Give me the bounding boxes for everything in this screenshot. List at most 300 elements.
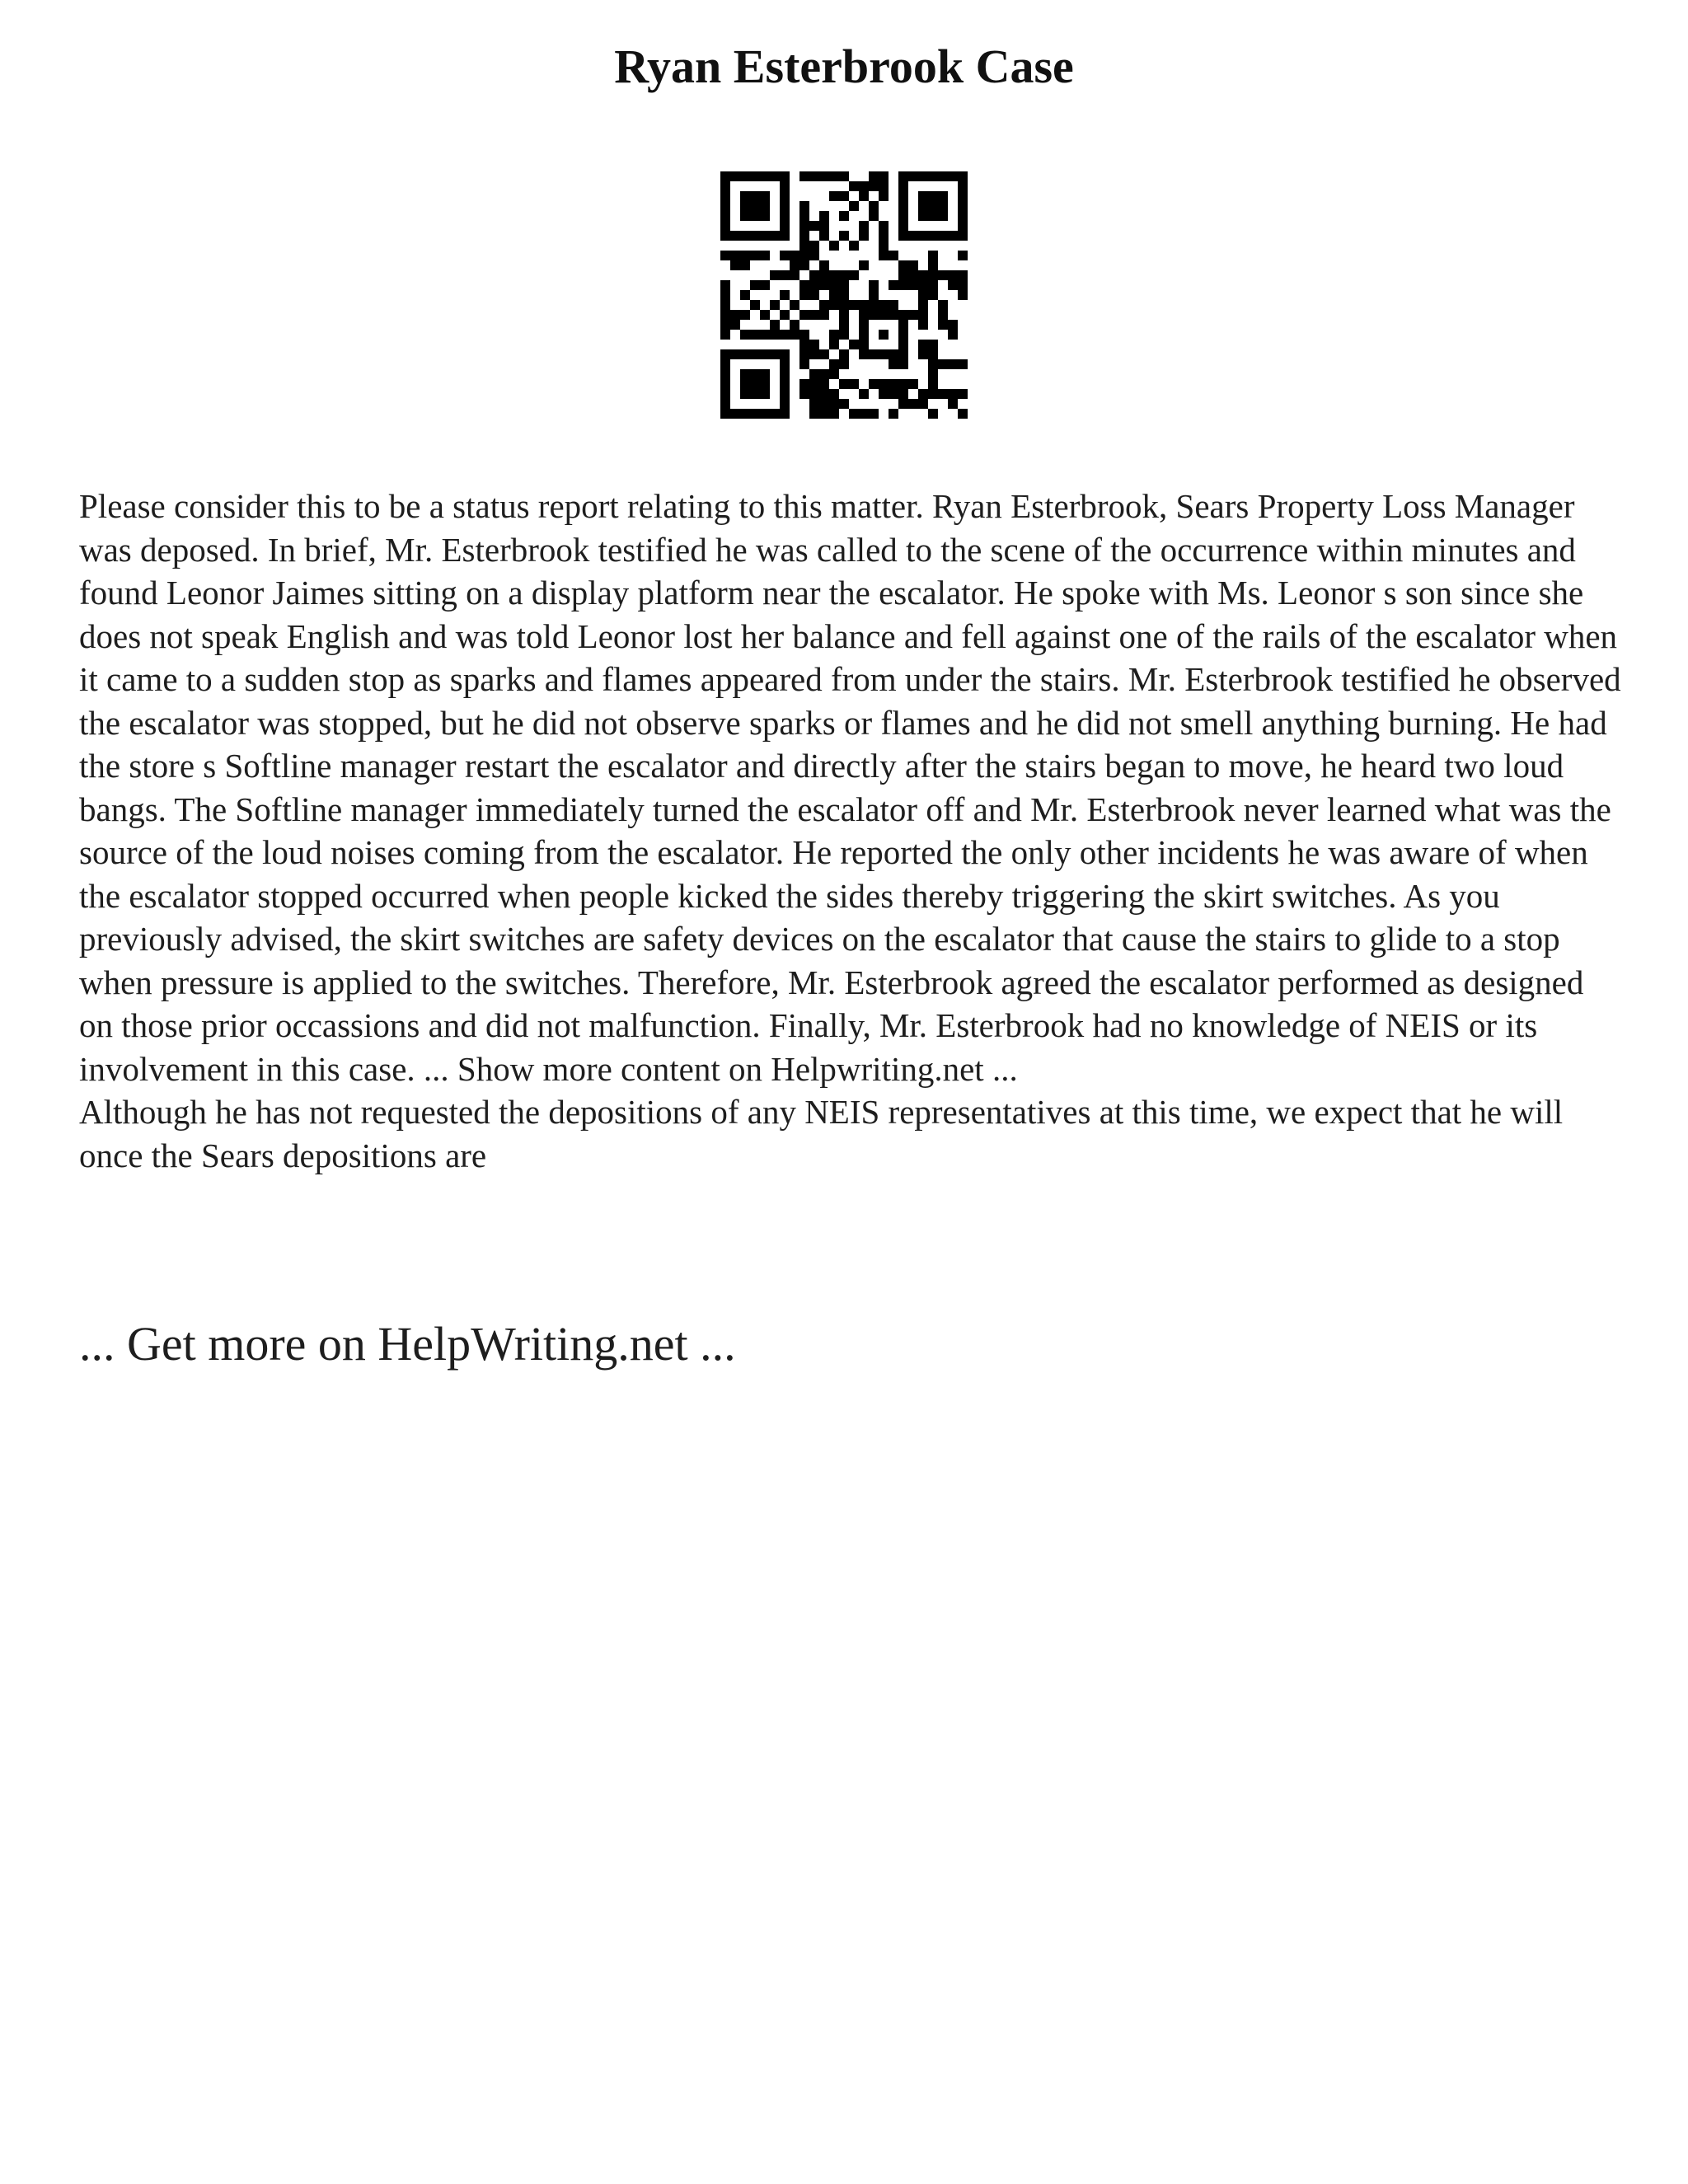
qr-module xyxy=(760,211,770,221)
qr-module xyxy=(740,330,750,340)
qr-module xyxy=(790,300,799,310)
qr-module xyxy=(928,280,938,290)
qr-module xyxy=(750,409,760,419)
qr-module xyxy=(948,330,958,340)
qr-module xyxy=(829,300,839,310)
qr-module xyxy=(918,389,928,399)
qr-module xyxy=(799,349,809,359)
qr-module xyxy=(740,349,750,359)
qr-module xyxy=(760,171,770,181)
qr-module xyxy=(780,191,790,201)
qr-module xyxy=(750,300,760,310)
qr-module xyxy=(740,389,750,399)
qr-module xyxy=(770,320,780,330)
qr-module xyxy=(809,270,819,280)
qr-module xyxy=(760,369,770,379)
qr-module xyxy=(908,399,918,409)
qr-module xyxy=(819,270,829,280)
qr-module xyxy=(879,241,889,251)
qr-module xyxy=(898,221,908,231)
qr-module xyxy=(879,171,889,181)
qr-module xyxy=(799,389,809,399)
qr-module xyxy=(720,201,730,211)
qr-module xyxy=(799,260,809,270)
qr-module xyxy=(928,349,938,359)
qr-module xyxy=(869,171,879,181)
qr-module xyxy=(928,359,938,369)
qr-module xyxy=(958,221,968,231)
qr-module xyxy=(829,340,839,349)
qr-module xyxy=(859,260,869,270)
qr-module xyxy=(879,330,889,340)
qr-module xyxy=(889,251,898,260)
qr-module xyxy=(898,389,908,399)
qr-module xyxy=(829,191,839,201)
qr-module xyxy=(958,201,968,211)
qr-module xyxy=(750,330,760,340)
qr-module xyxy=(958,389,968,399)
qr-module xyxy=(839,379,849,389)
qr-module xyxy=(790,330,799,340)
qr-module xyxy=(809,399,819,409)
qr-module xyxy=(740,191,750,201)
qr-module xyxy=(928,290,938,300)
qr-module xyxy=(948,399,958,409)
qr-module xyxy=(898,379,908,389)
qr-module xyxy=(889,300,898,310)
body-paragraph: Although he has not requested the depositions of any NEIS representatives at this time, we expect that he will once the Sears depositions are xyxy=(79,1093,1564,1174)
qr-module xyxy=(938,389,948,399)
qr-module xyxy=(829,241,839,251)
qr-module xyxy=(799,231,809,241)
qr-module xyxy=(760,389,770,399)
qr-module xyxy=(928,251,938,260)
qr-module xyxy=(720,330,730,340)
qr-module xyxy=(770,231,780,241)
qr-module xyxy=(819,231,829,241)
qr-module xyxy=(839,270,849,280)
qr-module xyxy=(799,211,809,221)
qr-module xyxy=(829,409,839,419)
qr-module xyxy=(918,231,928,241)
qr-module xyxy=(760,330,770,340)
qr-module xyxy=(869,290,879,300)
qr-module xyxy=(780,409,790,419)
qr-module xyxy=(780,211,790,221)
qr-code-icon xyxy=(720,171,968,419)
get-more-link[interactable]: ... Get more on HelpWriting.net ... xyxy=(79,1317,736,1371)
qr-module xyxy=(958,231,968,241)
qr-module xyxy=(908,260,918,270)
qr-module xyxy=(740,171,750,181)
qr-module xyxy=(760,251,770,260)
qr-module xyxy=(799,201,809,211)
qr-module xyxy=(720,399,730,409)
qr-module xyxy=(879,221,889,231)
qr-module xyxy=(918,191,928,201)
qr-module xyxy=(720,191,730,201)
qr-module xyxy=(859,310,869,320)
qr-module xyxy=(938,191,948,201)
qr-module xyxy=(938,320,948,330)
qr-module xyxy=(928,231,938,241)
qr-module xyxy=(859,191,869,201)
qr-module xyxy=(730,260,740,270)
qr-module xyxy=(829,369,839,379)
qr-module xyxy=(740,201,750,211)
qr-module xyxy=(958,191,968,201)
qr-module xyxy=(819,310,829,320)
qr-module xyxy=(889,349,898,359)
qr-module xyxy=(750,211,760,221)
qr-module xyxy=(780,221,790,231)
qr-module xyxy=(958,290,968,300)
qr-module xyxy=(799,379,809,389)
qr-module xyxy=(938,201,948,211)
qr-module xyxy=(948,171,958,181)
qr-module xyxy=(730,171,740,181)
qr-module xyxy=(770,300,780,310)
qr-module xyxy=(869,379,879,389)
qr-module xyxy=(799,280,809,290)
qr-module xyxy=(869,181,879,191)
qr-module xyxy=(918,270,928,280)
qr-module xyxy=(819,211,829,221)
qr-module xyxy=(898,181,908,191)
qr-module xyxy=(730,320,740,330)
qr-module xyxy=(730,251,740,260)
qr-module xyxy=(859,231,869,241)
qr-module xyxy=(829,389,839,399)
qr-module xyxy=(740,251,750,260)
qr-module xyxy=(839,290,849,300)
qr-module xyxy=(869,300,879,310)
qr-module xyxy=(770,330,780,340)
qr-module xyxy=(780,310,790,320)
qr-module xyxy=(849,379,859,389)
qr-module xyxy=(780,201,790,211)
qr-module xyxy=(760,379,770,389)
qr-module xyxy=(918,280,928,290)
qr-module xyxy=(849,270,859,280)
qr-module xyxy=(938,231,948,241)
qr-module xyxy=(918,290,928,300)
qr-module xyxy=(859,181,869,191)
qr-module xyxy=(889,280,898,290)
qr-module xyxy=(938,300,948,310)
qr-module xyxy=(938,359,948,369)
body-paragraph: Please consider this to be a status report relating to this matter. Ryan Esterbrook, Sears Property Loss Manager was deposed. In brief, Mr. Esterbrook testified he was called to the scene of the occurrence within minutes and found Leonor Jaimes sitting on a display platform near the escalator. He spoke with Ms. Leonor s son since she does not speak English and was told Leonor lost her balance and fell against one of the rails of the escalator when it came to a sudden stop as sparks and flames appeared from under the stairs. Mr. Esterbrook testified he observed the escalator was stopped, but he did not observe sparks or flames and he did not smell anything burning. He had the store s Softline manager restart the escalator and directly after the stairs began to move, he heard two loud bangs. The Softline manager immediately turned the escalator off and Mr. Esterbrook never learned what was the source of the loud noises coming from the escalator. He reported the only other incidents he was aware of when the escalator stopped occurred when people kicked the sides thereby triggering the skirt switches. As you previously advised, the skirt switches are safety devices on the escalator that cause the stairs to glide to a stop when pressure is applied to the switches. Therefore, Mr. Esterbrook agreed the escalator performed as designed on those prior occassions and did not malfunction. Finally, Mr. Esterbrook had no knowledge of NEIS or its involvement in this case. ... Show more content on Helpwriting.net ... xyxy=(79,487,1621,1088)
qr-module xyxy=(790,251,799,260)
qr-module xyxy=(839,300,849,310)
qr-module xyxy=(958,270,968,280)
qr-module xyxy=(740,211,750,221)
qr-module xyxy=(720,231,730,241)
qr-module xyxy=(898,349,908,359)
qr-module xyxy=(918,300,928,310)
qr-module xyxy=(740,310,750,320)
qr-module xyxy=(740,379,750,389)
qr-module xyxy=(928,171,938,181)
qr-module xyxy=(889,310,898,320)
qr-module xyxy=(819,280,829,290)
qr-module xyxy=(819,221,829,231)
qr-module xyxy=(839,310,849,320)
qr-module xyxy=(839,231,849,241)
qr-module xyxy=(809,349,819,359)
qr-module xyxy=(829,270,839,280)
qr-module xyxy=(809,310,819,320)
qr-module xyxy=(750,191,760,201)
qr-module xyxy=(770,171,780,181)
qr-module xyxy=(829,330,839,340)
qr-module xyxy=(898,280,908,290)
qr-module xyxy=(898,340,908,349)
qr-module xyxy=(760,349,770,359)
qr-module xyxy=(879,231,889,241)
qr-module xyxy=(809,280,819,290)
qr-module xyxy=(839,280,849,290)
qr-module xyxy=(898,201,908,211)
qr-module xyxy=(720,409,730,419)
qr-module xyxy=(809,241,819,251)
qr-module xyxy=(928,379,938,389)
qr-module xyxy=(869,349,879,359)
qr-module xyxy=(928,369,938,379)
qr-module xyxy=(819,409,829,419)
qr-module xyxy=(819,260,829,270)
qr-module xyxy=(839,330,849,340)
qr-module xyxy=(829,359,839,369)
qr-module xyxy=(958,280,968,290)
qr-module xyxy=(908,231,918,241)
qr-module xyxy=(879,181,889,191)
qr-module xyxy=(908,280,918,290)
qr-module xyxy=(928,389,938,399)
qr-module xyxy=(799,340,809,349)
qr-module xyxy=(889,409,898,419)
qr-module xyxy=(720,320,730,330)
qr-module xyxy=(918,340,928,349)
qr-module xyxy=(730,349,740,359)
qr-module xyxy=(869,310,879,320)
qr-module xyxy=(780,251,790,260)
qr-module xyxy=(948,231,958,241)
qr-module xyxy=(760,310,770,320)
qr-module xyxy=(780,270,790,280)
qr-module xyxy=(750,251,760,260)
qr-module xyxy=(750,201,760,211)
qr-module xyxy=(799,359,809,369)
qr-module xyxy=(898,211,908,221)
qr-module xyxy=(780,349,790,359)
qr-module xyxy=(839,171,849,181)
qr-module xyxy=(809,251,819,260)
qr-module xyxy=(809,389,819,399)
qr-module xyxy=(879,251,889,260)
qr-module xyxy=(720,251,730,260)
qr-module xyxy=(780,379,790,389)
qr-module xyxy=(898,359,908,369)
qr-module xyxy=(780,369,790,379)
qr-module xyxy=(839,359,849,369)
qr-module xyxy=(740,409,750,419)
qr-module xyxy=(780,399,790,409)
qr-module xyxy=(780,231,790,241)
qr-module xyxy=(839,320,849,330)
qr-module xyxy=(829,290,839,300)
qr-module xyxy=(928,191,938,201)
qr-module xyxy=(720,181,730,191)
qr-module xyxy=(918,211,928,221)
qr-module xyxy=(898,191,908,201)
qr-module xyxy=(889,379,898,389)
qr-module xyxy=(829,171,839,181)
qr-module xyxy=(849,201,859,211)
qr-module xyxy=(720,379,730,389)
qr-module xyxy=(859,221,869,231)
qr-module xyxy=(760,201,770,211)
qr-module xyxy=(908,379,918,389)
qr-module xyxy=(908,270,918,280)
qr-module xyxy=(730,231,740,241)
qr-module xyxy=(740,290,750,300)
qr-module xyxy=(799,310,809,320)
qr-module xyxy=(809,369,819,379)
qr-module xyxy=(799,330,809,340)
qr-module xyxy=(720,290,730,300)
qr-module xyxy=(889,359,898,369)
qr-module xyxy=(720,310,730,320)
qr-module xyxy=(918,320,928,330)
qr-module xyxy=(799,251,809,260)
qr-module xyxy=(720,171,730,181)
qr-module xyxy=(750,280,760,290)
qr-module xyxy=(879,300,889,310)
qr-module xyxy=(780,359,790,369)
qr-module xyxy=(720,280,730,290)
qr-module xyxy=(720,221,730,231)
qr-module xyxy=(898,399,908,409)
qr-module xyxy=(750,231,760,241)
qr-module xyxy=(859,349,869,359)
qr-module xyxy=(928,211,938,221)
qr-module xyxy=(809,171,819,181)
qr-module xyxy=(869,211,879,221)
qr-module xyxy=(790,260,799,270)
qr-module xyxy=(928,201,938,211)
qr-module xyxy=(720,369,730,379)
qr-module xyxy=(839,211,849,221)
qr-module xyxy=(780,171,790,181)
qr-module xyxy=(740,369,750,379)
qr-module xyxy=(770,270,780,280)
qr-module xyxy=(720,349,730,359)
qr-module xyxy=(780,290,790,300)
qr-module xyxy=(720,359,730,369)
qr-module xyxy=(908,171,918,181)
qr-module xyxy=(948,270,958,280)
qr-module xyxy=(799,171,809,181)
qr-module xyxy=(839,191,849,201)
qr-module xyxy=(958,251,968,260)
qr-module xyxy=(918,201,928,211)
qr-module xyxy=(760,409,770,419)
qr-module xyxy=(948,280,958,290)
qr-module xyxy=(869,280,879,290)
qr-module xyxy=(898,310,908,320)
qr-module xyxy=(928,270,938,280)
qr-module xyxy=(750,389,760,399)
qr-module xyxy=(780,389,790,399)
qr-module xyxy=(780,181,790,191)
qr-module xyxy=(879,379,889,389)
qr-module xyxy=(849,181,859,191)
qr-module xyxy=(859,300,869,310)
qr-module xyxy=(780,330,790,340)
qr-module xyxy=(799,221,809,231)
qr-module xyxy=(849,340,859,349)
qr-module xyxy=(740,231,750,241)
qr-module xyxy=(918,349,928,359)
qr-module xyxy=(938,310,948,320)
qr-module xyxy=(928,260,938,270)
qr-module xyxy=(859,340,869,349)
qr-module xyxy=(809,290,819,300)
qr-module xyxy=(829,280,839,290)
page-title: Ryan Esterbrook Case xyxy=(614,40,1074,93)
qr-module xyxy=(948,320,958,330)
qr-module xyxy=(958,409,968,419)
qr-module xyxy=(740,260,750,270)
document-body xyxy=(79,485,1622,1177)
qr-module xyxy=(928,340,938,349)
qr-module xyxy=(720,211,730,221)
qr-module xyxy=(750,369,760,379)
qr-module xyxy=(750,379,760,389)
qr-module xyxy=(908,310,918,320)
qr-module xyxy=(948,359,958,369)
qr-module xyxy=(938,270,948,280)
qr-module xyxy=(879,389,889,399)
qr-module xyxy=(948,389,958,399)
qr-module xyxy=(898,231,908,241)
qr-module xyxy=(938,171,948,181)
qr-module xyxy=(958,181,968,191)
qr-module xyxy=(859,330,869,340)
qr-module xyxy=(750,349,760,359)
qr-module xyxy=(819,399,829,409)
qr-module xyxy=(849,409,859,419)
qr-module xyxy=(839,349,849,359)
qr-module xyxy=(898,330,908,340)
qr-module xyxy=(720,389,730,399)
qr-module xyxy=(879,349,889,359)
qr-module xyxy=(809,379,819,389)
qr-module xyxy=(760,280,770,290)
qr-module xyxy=(869,409,879,419)
qr-module xyxy=(829,399,839,409)
qr-module xyxy=(869,201,879,211)
qr-module xyxy=(809,221,819,231)
qr-module xyxy=(819,171,829,181)
qr-module xyxy=(770,409,780,419)
qr-module xyxy=(889,389,898,399)
qr-module xyxy=(849,241,859,251)
qr-module xyxy=(898,320,908,330)
qr-module xyxy=(859,409,869,419)
qr-module xyxy=(958,211,968,221)
